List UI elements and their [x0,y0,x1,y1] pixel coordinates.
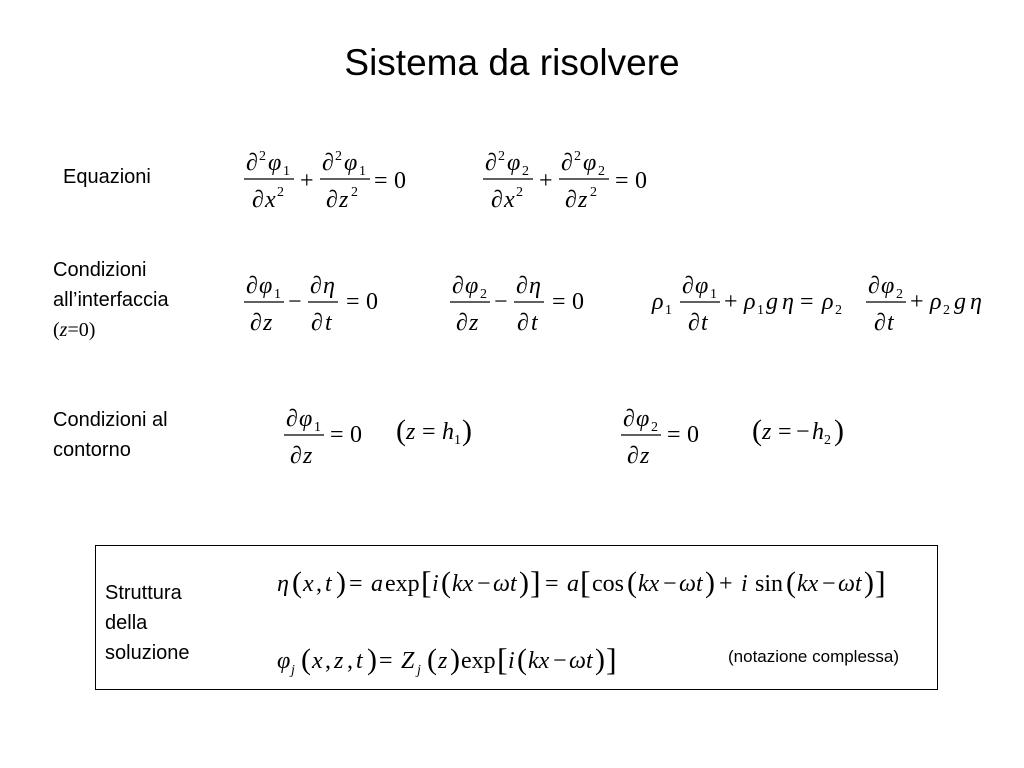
svg-text:1: 1 [710,287,717,302]
svg-text:ωt: ωt [493,571,517,597]
svg-text:z: z [339,187,349,213]
laplace-equation-phi2 [479,142,654,212]
svg-text:φ: φ [636,406,650,432]
svg-text:(: ( [301,643,311,676]
svg-text:z: z [640,443,650,469]
svg-text:): ) [519,566,529,599]
svg-text:Z: Z [401,648,415,674]
svg-text:φ: φ [344,150,358,176]
svg-text:2: 2 [824,433,831,448]
svg-text:ωt: ωt [679,571,703,597]
svg-text:t: t [887,310,894,336]
svg-text:∂: ∂ [246,273,258,299]
svg-text:i: i [508,648,515,674]
svg-text:−: − [553,648,567,674]
phi-solution-equation [275,637,625,681]
svg-text:∂: ∂ [311,310,323,336]
svg-text:2: 2 [522,164,529,179]
svg-text:,: , [316,571,322,597]
svg-text:1: 1 [314,420,321,435]
svg-text:): ) [336,566,346,599]
label-solution-structure [105,578,190,668]
svg-text:∂: ∂ [485,150,497,176]
complex-notation-note: (notazione complessa) [728,647,900,666]
label-structure-line1: Struttura [105,582,182,604]
svg-text:2: 2 [598,164,605,179]
svg-text:): ) [367,643,377,676]
svg-text:1: 1 [454,433,461,448]
svg-text:∂: ∂ [516,273,528,299]
svg-text:∂: ∂ [565,187,577,213]
svg-text:): ) [462,414,472,447]
svg-text:z: z [762,419,772,445]
svg-text:exp: exp [461,648,496,674]
svg-text:η: η [782,289,794,315]
svg-text:∂: ∂ [290,443,302,469]
boundary-condition-phi1 [280,398,370,468]
svg-text:2: 2 [516,185,523,200]
svg-text:t: t [356,648,363,674]
svg-text:=: = [778,419,792,445]
svg-text:(: ( [786,566,796,599]
svg-text:i: i [432,571,439,597]
label-boundary-line2: contorno [53,439,131,461]
svg-text:[: [ [497,641,508,677]
svg-text:0: 0 [687,422,699,448]
svg-text:φ: φ [299,406,313,432]
svg-text:=: = [379,648,393,674]
svg-text:∂: ∂ [623,406,635,432]
label-interface-conditions [53,255,169,345]
svg-text:(: ( [427,643,437,676]
svg-text:ωt: ωt [569,648,593,674]
label-interface-line1: Condizioni [53,259,147,281]
svg-text:2: 2 [896,287,903,302]
svg-text:z: z [406,419,416,445]
svg-text:a: a [567,571,579,597]
svg-text:∂: ∂ [322,150,334,176]
svg-text:∂: ∂ [310,273,322,299]
svg-text:z: z [334,648,344,674]
svg-text:∂: ∂ [682,273,694,299]
var-z: z [59,319,68,341]
slide-title: Sistema da risolvere [344,42,680,83]
svg-text:=: = [374,168,388,194]
svg-text:φ: φ [695,273,709,299]
svg-text:η: η [277,571,289,597]
svg-text:=: = [667,422,681,448]
svg-text:1: 1 [283,164,290,179]
svg-text:0: 0 [366,289,378,315]
svg-text:t: t [325,310,332,336]
svg-text:+: + [300,168,314,194]
svg-text:2: 2 [335,149,342,164]
svg-text:2: 2 [351,185,358,200]
boundary-location-z-minus-h2 [750,408,860,458]
svg-text:x: x [265,187,276,213]
svg-text:=: = [346,289,360,315]
svg-text:∂: ∂ [688,310,700,336]
svg-text:0: 0 [635,168,647,194]
svg-text:−: − [288,289,302,315]
svg-text:∂: ∂ [517,310,529,336]
svg-text:t: t [531,310,538,336]
svg-text:z: z [578,187,588,213]
svg-text:h: h [812,419,824,445]
label-interface-line3 [53,315,169,345]
label-equations [63,162,151,192]
svg-text:∂: ∂ [491,187,503,213]
svg-text:2: 2 [277,185,284,200]
svg-text:∂: ∂ [561,150,573,176]
svg-text:∂: ∂ [286,406,298,432]
svg-text:): ) [450,643,460,676]
svg-text:): ) [864,566,874,599]
svg-text:(: ( [396,414,406,447]
svg-text:+: + [539,168,553,194]
svg-text:exp: exp [385,571,420,597]
svg-text:2: 2 [651,420,658,435]
boundary-location-z-h1 [394,408,484,458]
svg-text:z: z [438,648,448,674]
svg-text:g: g [766,289,778,315]
svg-text:∂: ∂ [627,443,639,469]
svg-text:(: ( [627,566,637,599]
svg-text:z: z [303,443,313,469]
svg-text:φ: φ [277,648,291,674]
dynamic-pressure-condition [650,265,995,335]
svg-text:2: 2 [574,149,581,164]
svg-text:h: h [442,419,454,445]
svg-text:kx: kx [528,648,550,674]
svg-text:=: = [349,571,363,597]
svg-text:z: z [263,310,273,336]
svg-text:1: 1 [665,303,672,318]
svg-text:η: η [529,273,541,299]
svg-text:t: t [701,310,708,336]
svg-text:2: 2 [943,303,950,318]
svg-text:∂: ∂ [326,187,338,213]
svg-text:cos: cos [592,571,624,597]
svg-text:φ: φ [881,273,895,299]
svg-text:ρ: ρ [930,289,942,315]
svg-text:,: , [325,648,331,674]
svg-text:]: ] [530,564,541,600]
svg-text:φ: φ [259,273,273,299]
svg-text:∂: ∂ [250,310,262,336]
svg-text:∂: ∂ [456,310,468,336]
paren-open: ( [53,319,60,341]
svg-text:g: g [954,289,966,315]
svg-text:=: = [330,422,344,448]
eta-solution-equation [275,560,895,604]
svg-text:(: ( [752,414,762,447]
svg-text:[: [ [421,564,432,600]
svg-text:∂: ∂ [868,273,880,299]
svg-text:0: 0 [350,422,362,448]
label-structure-line2: della [105,612,148,634]
svg-text:): ) [595,643,605,676]
svg-text:+: + [910,289,924,315]
svg-text:0: 0 [394,168,406,194]
svg-text:): ) [834,414,844,447]
svg-text:]: ] [606,641,617,677]
svg-text:−: − [494,289,508,315]
svg-text:=: = [422,419,436,445]
svg-text:∂: ∂ [246,150,258,176]
svg-text:t: t [325,571,332,597]
svg-text:kx: kx [452,571,474,597]
svg-text:=: = [545,571,559,597]
svg-text:−: − [663,571,677,597]
svg-text:j: j [417,663,421,678]
svg-text:j: j [291,663,295,678]
svg-text:=: = [552,289,566,315]
svg-text:x: x [303,571,314,597]
svg-text:φ: φ [268,150,282,176]
paren-close: ) [88,319,96,341]
svg-text:a: a [371,571,383,597]
svg-text:x: x [312,648,323,674]
svg-text:ρ: ρ [822,289,834,315]
svg-text:∂: ∂ [252,187,264,213]
svg-text:=: = [800,289,814,315]
svg-text:η: η [323,273,335,299]
svg-text:]: ] [875,564,886,600]
svg-text:∂: ∂ [452,273,464,299]
svg-text:η: η [970,289,982,315]
laplace-equation-phi1 [240,142,410,212]
svg-text:=: = [615,168,629,194]
svg-text:φ: φ [583,150,597,176]
svg-text:+: + [719,571,733,597]
svg-text:(: ( [517,643,527,676]
svg-text:ρ: ρ [744,289,756,315]
svg-text:i: i [741,571,748,597]
kinematic-condition-fluid1 [240,265,390,335]
svg-text:φ: φ [507,150,521,176]
svg-text:2: 2 [498,149,505,164]
svg-text:x: x [504,187,515,213]
svg-text:φ: φ [465,273,479,299]
svg-text:ρ: ρ [652,289,664,315]
svg-text:−: − [822,571,836,597]
label-structure-line3: soluzione [105,642,190,664]
label-boundary-line1: Condizioni al [53,409,168,431]
svg-text:ωt: ωt [838,571,862,597]
equals-zero: =0 [67,319,89,341]
svg-text:∂: ∂ [874,310,886,336]
label-equations-text: Equazioni [63,166,151,188]
boundary-condition-phi2 [617,398,707,468]
svg-text:sin: sin [755,571,784,597]
svg-text:(: ( [292,566,302,599]
svg-text:1: 1 [274,287,281,302]
svg-text:2: 2 [480,287,487,302]
svg-text:2: 2 [590,185,597,200]
svg-text:kx: kx [797,571,819,597]
svg-text:−: − [796,419,810,445]
svg-text:z: z [469,310,479,336]
svg-text:2: 2 [835,303,842,318]
svg-text:): ) [705,566,715,599]
svg-text:−: − [477,571,491,597]
svg-text:kx: kx [638,571,660,597]
svg-text:0: 0 [572,289,584,315]
svg-text:,: , [347,648,353,674]
svg-text:[: [ [580,564,591,600]
svg-text:1: 1 [359,164,366,179]
label-interface-line2: all’interfaccia [53,289,169,311]
svg-text:+: + [724,289,738,315]
svg-text:1: 1 [757,303,764,318]
svg-text:2: 2 [259,149,266,164]
label-boundary-conditions [53,405,168,465]
svg-text:(: ( [441,566,451,599]
kinematic-condition-fluid2 [446,265,596,335]
